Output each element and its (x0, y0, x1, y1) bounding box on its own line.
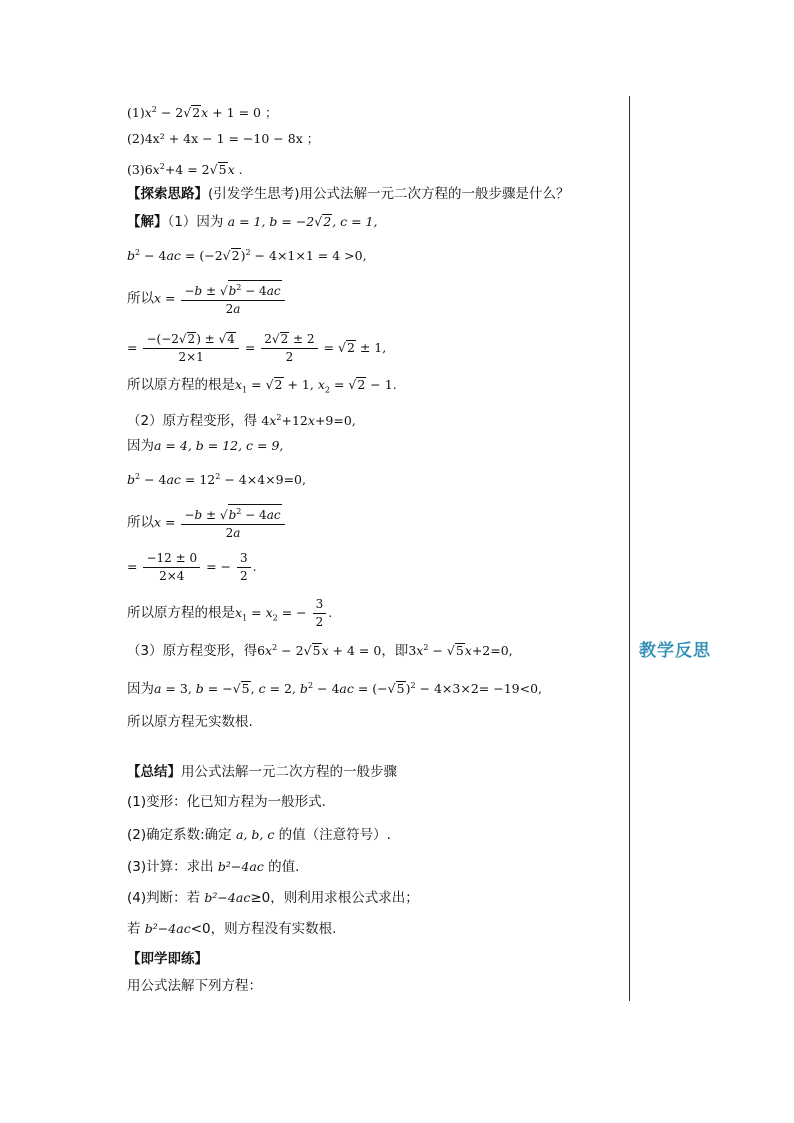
step-5 (127, 920, 336, 938)
so-text: 所以 (127, 514, 154, 531)
so-text: 所以 (127, 290, 154, 307)
s3-intro: （3）原方程变形，得$6x^2 - 2√5x + 4 = 0$，即$3x^2 - √5x+2=0$, (127, 643, 513, 660)
s3-intro-text: （3）原方程变形，得 (127, 643, 258, 660)
s1-coefficients: a = 1, b = −2√2, c = 1, (227, 214, 378, 229)
step-5-c: <0，则方程没有实数根. (190, 921, 337, 937)
step-2-c: 的值（注意符号）. (278, 827, 391, 843)
problem-2: (2)4x² + 4x − 1 = −10 − 8x ； (127, 131, 320, 146)
s1-calculation: = $\frac{-(-2√2) \pm √4}{2\times 1}$ = $\frac{2√2 \pm 2}{2}$ = √2 ± 1, (127, 332, 387, 364)
step-3 (127, 858, 299, 876)
step-5-b: b²−4ac (144, 921, 191, 936)
quadratic-formula: $\frac{-b \pm √b^2 - 4ac}{2a}$ (181, 504, 284, 541)
step-2-b: a, b, c (235, 827, 275, 842)
solve-tag: 【解】 (127, 214, 168, 230)
step-5-a: 若 (127, 921, 141, 937)
step-3-b: b²−4ac (217, 859, 264, 874)
quadratic-formula: $\frac{-b \pm √b^2 - 4ac}{2a}$ (181, 280, 284, 317)
solution-1-intro (127, 213, 377, 231)
s2-calculation: = $\frac{-12 \pm 0}{2\times 4}$ = − $\frac{3}{2}$ . (127, 551, 257, 583)
explore-text: (引发学生思考)用公式法解一元二次方程的一般步骤是什么？ (208, 186, 570, 202)
summary-text: 用公式法解一元二次方程的一般步骤 (181, 764, 397, 780)
problem-1: $(1)x^2 - 2√2x + 1 = 0$ ； (127, 105, 278, 121)
s1-intro-text: （1）因为 (167, 214, 224, 230)
s2-coefficients: 因为a = 4, b = 12, c = 9, (127, 438, 284, 454)
s3-mid-text: ，即 (381, 643, 409, 660)
teaching-reflection-label: 教学反思 (639, 641, 711, 661)
s2-discriminant: $b^2 - 4ac = 12^2 - 4\times 4\times 9=0$, (127, 472, 306, 488)
step-4-c: ≥0，则利用求根公式求出； (250, 890, 419, 906)
s1-formula-line: 所以x = $\frac{-b \pm √b^2 - 4ac}{2a}$ (127, 280, 287, 317)
s2-formula-line: 所以x = $\frac{-b \pm √b^2 - 4ac}{2a}$ (127, 504, 287, 541)
because-text: 因为 (127, 681, 154, 698)
step-3-a: (3)计算：求出 (127, 859, 214, 875)
s3-coefficients: 因为a = 3, b = −√5, c = 2, $b^2 - 4ac = (-√5)^2 - 4\times 3\times 2= -19<0$, (127, 681, 542, 698)
s1-roots-text: 所以原方程的根是 (127, 377, 235, 393)
explore-tag: 【探索思路】 (127, 186, 208, 202)
s1-discriminant: $b^2 - 4ac = (-2√2)^2 - 4\times 1\times 1 = 4 >0$, (127, 248, 367, 264)
step-4-a: (4)判断：若 (127, 890, 201, 906)
step-1: (1)变形：化已知方程为一般形式. (127, 794, 326, 810)
step-4-b: b²−4ac (204, 890, 251, 905)
step-2-a: (2)确定系数:确定 (127, 827, 232, 843)
step-2 (127, 826, 391, 844)
s3-conclusion: 所以原方程无实数根. (127, 714, 253, 730)
summary-tag: 【总结】 (127, 764, 181, 780)
summary-line (127, 763, 397, 781)
s2-roots-text: 所以原方程的根是 (127, 605, 235, 621)
practice-tag: 【即学即练】 (127, 951, 208, 967)
column-divider (629, 96, 630, 1001)
practice-text: 用公式法解下列方程： (127, 978, 262, 994)
problem-3: $(3)6x^2+4 = 2√5x$ . (127, 162, 243, 178)
step-3-c: 的值. (268, 859, 300, 875)
s1-roots: 所以原方程的根是$x_1 = √2 + 1$, $x_2 = √2 - 1$. (127, 377, 397, 395)
because-text: 因为 (127, 438, 154, 454)
s2-roots: 所以原方程的根是$x_1 = x_2$ = − $\frac{3}{2}$ . (127, 597, 333, 629)
s2-intro: （2）原方程变形，得 $4x^2+12x+9=0$, (127, 413, 356, 430)
step-4 (127, 889, 419, 907)
explore-line (127, 185, 570, 203)
